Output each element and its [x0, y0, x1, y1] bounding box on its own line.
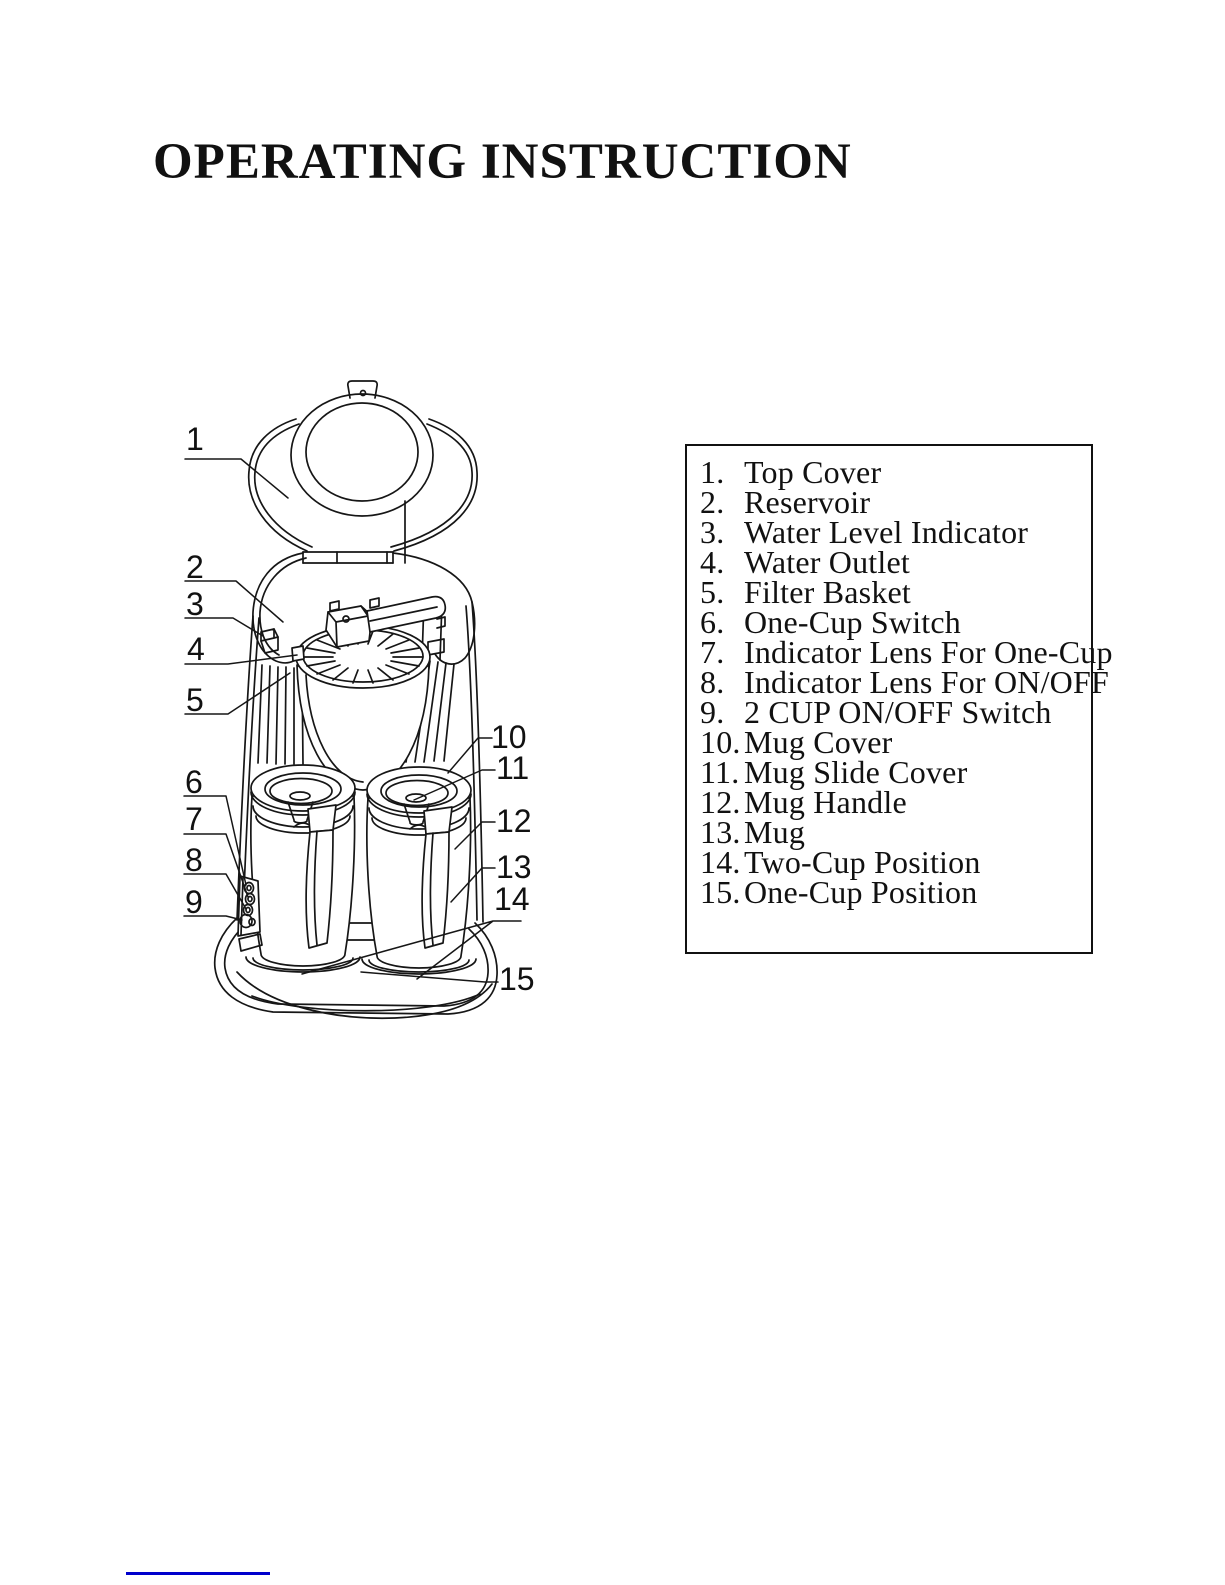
part-name: Mug Slide Cover	[744, 754, 968, 790]
part-number: 15.	[700, 874, 741, 910]
callout-14: 14	[494, 881, 530, 917]
part-number: 3.	[700, 514, 725, 550]
part-number: 5.	[700, 574, 725, 610]
callout-6: 6	[185, 764, 203, 800]
parts-list-item	[700, 724, 1085, 760]
part-name: Reservoir	[744, 484, 871, 520]
parts-list-item	[700, 574, 1085, 610]
part-name: Top Cover	[744, 454, 882, 490]
parts-list-item	[700, 694, 1085, 730]
part-number: 4.	[700, 544, 725, 580]
part-name: One-Cup Position	[744, 874, 978, 910]
hinge-drawing	[303, 552, 393, 563]
part-name: 2 CUP ON/OFF Switch	[744, 694, 1052, 730]
callout-4: 4	[187, 631, 205, 667]
parts-list-item	[700, 484, 1085, 520]
part-number: 9.	[700, 694, 725, 730]
part-name: Indicator Lens For ON/OFF	[744, 664, 1109, 700]
part-number: 10.	[700, 724, 741, 760]
callout-9: 9	[185, 884, 203, 920]
callout-5: 5	[186, 682, 204, 718]
part-name: One-Cup Switch	[744, 604, 962, 640]
parts-list	[700, 454, 1113, 910]
part-number: 6.	[700, 604, 725, 640]
parts-list-item	[700, 634, 1113, 670]
part-name: Mug	[744, 814, 806, 850]
parts-list-item	[700, 604, 1085, 640]
part-number: 14.	[700, 844, 741, 880]
part-name: Mug Handle	[744, 784, 907, 820]
callout-2: 2	[186, 549, 204, 585]
parts-list-item	[700, 664, 1109, 700]
top-cover-drawing	[249, 381, 477, 563]
part-name: Mug Cover	[744, 724, 893, 760]
callout-3: 3	[186, 586, 204, 622]
parts-list-item	[700, 844, 1085, 880]
parts-list-item	[700, 754, 1085, 790]
callout-13: 13	[496, 849, 532, 885]
part-number: 7.	[700, 634, 725, 670]
callout-15: 15	[499, 961, 535, 997]
part-name: Water Level Indicator	[744, 514, 1029, 550]
part-number: 2.	[700, 484, 725, 520]
parts-list-item	[700, 514, 1085, 550]
callout-7: 7	[185, 801, 203, 837]
callout-10: 10	[491, 719, 527, 755]
part-number: 13.	[700, 814, 741, 850]
callout-8: 8	[185, 842, 203, 878]
part-number: 1.	[700, 454, 725, 490]
page-title: OPERATING INSTRUCTION	[153, 134, 852, 190]
callout-12: 12	[496, 803, 532, 839]
part-name: Indicator Lens For One-Cup	[744, 634, 1113, 670]
part-number: 12.	[700, 784, 741, 820]
parts-list-item	[700, 784, 1085, 820]
coffee-maker-diagram	[140, 360, 610, 1020]
parts-list-item	[700, 874, 1085, 910]
footer-accent-line	[126, 1572, 270, 1575]
parts-list-box	[685, 444, 1113, 954]
part-name: Filter Basket	[744, 574, 912, 610]
part-name: Two-Cup Position	[744, 844, 981, 880]
parts-list-item	[700, 454, 1085, 490]
callout-1: 1	[186, 421, 204, 457]
parts-list-item	[700, 814, 1085, 850]
part-number: 11.	[700, 754, 740, 790]
part-number: 8.	[700, 664, 725, 700]
parts-list-item	[700, 544, 1085, 580]
callout-11: 11	[496, 750, 530, 786]
part-name: Water Outlet	[744, 544, 910, 580]
left-mug-drawing	[251, 765, 355, 966]
